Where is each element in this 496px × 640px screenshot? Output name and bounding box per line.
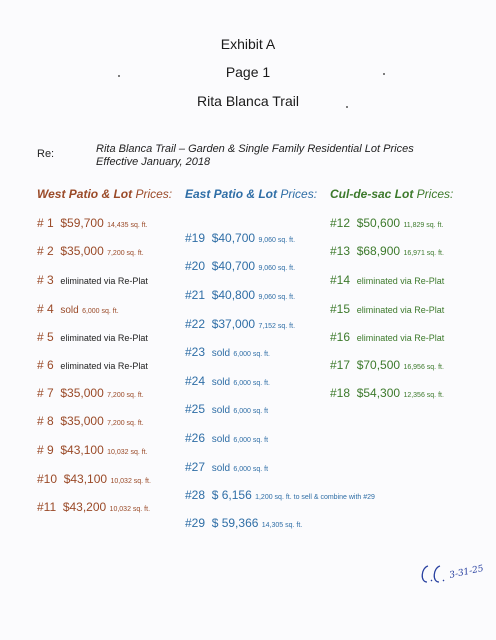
lot-number: # 2 (37, 244, 54, 258)
lot-row (330, 244, 444, 258)
page-label: Page 1 (225, 64, 271, 80)
lot-number: #16 (330, 330, 351, 344)
re-subject (96, 143, 414, 169)
lot-sold-status: sold (211, 377, 231, 388)
lot-row (37, 244, 144, 258)
lot-price: $59,700 (60, 216, 104, 230)
east-column-title: East Patio & Lot Prices: (185, 187, 318, 201)
lot-number: # 1 (37, 216, 54, 230)
lot-row (185, 345, 270, 359)
lot-note: eliminated via Re-Plat (356, 276, 445, 286)
signature-mark (418, 562, 490, 588)
lot-sold-status: sold (211, 348, 231, 359)
lot-number: #22 (185, 317, 206, 331)
lot-square-footage: 7,200 sq. ft. (107, 392, 144, 399)
lot-number: # 6 (37, 358, 54, 372)
lot-square-footage: 14,305 sq. ft. (261, 522, 303, 529)
lot-square-footage: 6,000 sq. ft (233, 408, 269, 415)
document-title: Rita Blanca Trail (197, 93, 299, 109)
re-effective-date: Effective January, 2018 (96, 156, 211, 168)
lot-price: $43,100 (63, 472, 108, 486)
lot-number: # 5 (37, 330, 54, 344)
lot-number: #23 (185, 345, 206, 359)
lot-number: # 7 (37, 386, 54, 400)
lot-row (330, 358, 444, 372)
lot-number: #11 (37, 500, 57, 514)
re-subject-line: Rita Blanca Trail – Garden & Single Family Residential Lot Prices (96, 143, 414, 155)
lot-row (37, 216, 148, 230)
lot-row (185, 374, 270, 388)
handwritten-signature (418, 562, 490, 592)
lot-row (185, 402, 268, 416)
lot-row (185, 488, 375, 502)
lot-row (37, 414, 144, 428)
lot-square-footage: 9,060 sq. ft. (258, 237, 296, 244)
lot-price: $70,500 (356, 358, 401, 372)
lot-price: $37,000 (211, 317, 256, 331)
lot-price: $43,100 (60, 443, 104, 457)
svg-text:3-31-25: 3-31-25 (448, 563, 485, 581)
lot-row (37, 330, 148, 344)
lot-number: #15 (330, 302, 351, 316)
lot-number: # 4 (37, 302, 54, 316)
lot-row (185, 460, 268, 474)
lot-number: #12 (330, 216, 351, 230)
lot-price: $35,000 (60, 386, 104, 400)
lot-row (185, 431, 268, 445)
lot-price: $35,000 (60, 414, 104, 428)
lot-number: #19 (185, 231, 206, 245)
lot-sold-status: sold (211, 463, 231, 474)
lot-row (185, 317, 295, 331)
lot-note: eliminated via Re-Plat (60, 361, 148, 371)
lot-number: # 9 (37, 443, 54, 457)
cul-de-sac-column-title: Cul-de-sac Lot Prices: (330, 187, 454, 201)
lot-row (37, 500, 150, 514)
scan-speck (118, 75, 120, 77)
lot-square-footage: 12,356 sq. ft. (403, 392, 444, 399)
lot-square-footage: 6,000 sq. ft. (82, 308, 119, 315)
lot-row (37, 302, 119, 316)
lot-square-footage: 9,060 sq. ft. (258, 265, 296, 272)
lot-square-footage: 14,435 sq. ft. (107, 222, 148, 229)
lot-square-footage: 6,000 sq. ft. (233, 380, 270, 387)
lot-row (37, 443, 148, 457)
lot-square-footage: 10,032 sq. ft. (109, 506, 151, 513)
lot-square-footage: 16,956 sq. ft. (403, 364, 444, 371)
lot-number: # 3 (37, 273, 54, 287)
lot-number: #21 (185, 288, 206, 302)
lot-row (37, 358, 148, 372)
lot-row (185, 516, 302, 530)
lot-sold-status: sold (60, 305, 79, 316)
lot-number: # 8 (37, 414, 54, 428)
lot-row (185, 259, 295, 273)
lot-row (37, 472, 151, 486)
lot-square-footage: 6,000 sq. ft (233, 466, 269, 473)
lot-square-footage: 10,032 sq. ft. (107, 449, 148, 456)
lot-price: $50,600 (356, 216, 401, 230)
lot-number: #25 (185, 402, 206, 416)
exhibit-label: Exhibit A (220, 36, 276, 52)
lot-price: $68,900 (356, 244, 401, 258)
lot-price: $54,300 (356, 386, 401, 400)
lot-number: #13 (330, 244, 351, 258)
lot-square-footage: 6,000 sq. ft (233, 437, 269, 444)
lot-note: eliminated via Re-Plat (60, 333, 148, 343)
lot-price: $ 6,156 (211, 488, 252, 502)
lot-price: $40,700 (211, 231, 256, 245)
lot-row (185, 288, 295, 302)
lot-square-footage: 9,060 sq. ft. (258, 294, 296, 301)
lot-number: #14 (330, 273, 351, 287)
re-label: Re: (37, 148, 55, 160)
lot-number: #26 (185, 431, 206, 445)
lot-note: eliminated via Re-Plat (60, 276, 148, 286)
lot-square-footage: 7,152 sq. ft. (258, 323, 296, 330)
lot-price: $35,000 (60, 244, 104, 258)
west-column-title: West Patio & Lot Prices: (37, 187, 173, 201)
lot-number: #20 (185, 259, 206, 273)
lot-row (330, 386, 444, 400)
lot-sold-status: sold (211, 434, 231, 445)
lot-price: $ 59,366 (211, 516, 259, 530)
lot-square-footage: 16,971 sq. ft. (403, 250, 444, 257)
lot-square-footage: 11,829 sq. ft. (403, 222, 444, 229)
scan-speck (383, 73, 385, 75)
lot-square-footage: 10,032 sq. ft. (110, 478, 151, 485)
lot-row (185, 231, 295, 245)
lot-number: #17 (330, 358, 351, 372)
lot-number: #24 (185, 374, 206, 388)
lot-price: $40,800 (211, 288, 256, 302)
lot-number: #27 (185, 460, 206, 474)
lot-number: #10 (37, 472, 58, 486)
lot-price: $40,700 (211, 259, 256, 273)
lot-number: #29 (185, 516, 206, 530)
lot-square-footage: 1,200 sq. ft. to sell & combine with #29 (255, 494, 375, 501)
lot-note: eliminated via Re-Plat (356, 305, 445, 315)
lot-row (330, 302, 444, 316)
scan-speck (346, 106, 348, 108)
lot-number: #18 (330, 386, 351, 400)
lot-price: $43,200 (62, 500, 107, 514)
lot-square-footage: 7,200 sq. ft. (107, 250, 144, 257)
lot-row (330, 273, 444, 287)
lot-square-footage: 7,200 sq. ft. (107, 420, 144, 427)
lot-square-footage: 6,000 sq. ft. (233, 351, 270, 358)
lot-row (37, 273, 148, 287)
lot-note: eliminated via Re-Plat (356, 333, 445, 343)
lot-row (330, 216, 443, 230)
lot-number: #28 (185, 488, 206, 502)
lot-row (37, 386, 144, 400)
lot-sold-status: sold (211, 405, 231, 416)
lot-row (330, 330, 444, 344)
